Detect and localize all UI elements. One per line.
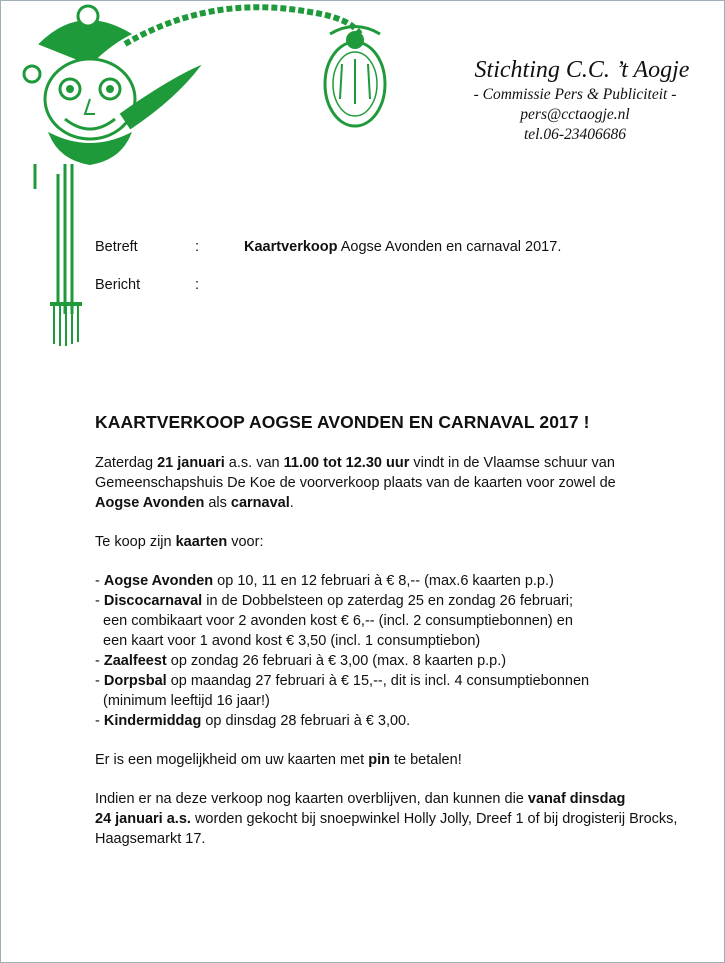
ticket-list bbox=[95, 571, 720, 731]
subject-rest: Aogse Avonden en carnaval 2017. bbox=[337, 239, 562, 255]
subject-label: Betreft bbox=[95, 239, 138, 255]
contact-phone: tel.06-23406686 bbox=[523, 126, 627, 143]
intro-text: Gemeenschapshuis De Koe de voorverkoop plaats van de kaarten voor zowel de bbox=[95, 475, 616, 491]
headline: KAARTVERKOOP AOGSE AVONDEN EN CARNAVAL 2017 ! bbox=[95, 412, 590, 432]
list-item-text: op dinsdag 28 februari à € 3,00. bbox=[201, 713, 411, 729]
list-item-text: op 10, 11 en 12 februari à € 8,-- (max.6 kaarten p.p.) bbox=[213, 573, 554, 589]
list-item-continuation: een combikaart voor 2 avonden kost € 6,-- (incl. 2 consumptiebonnen) en bbox=[103, 613, 573, 629]
list-bullet: - bbox=[95, 713, 104, 729]
list-item bbox=[95, 591, 720, 611]
after-sale-paragraph bbox=[95, 789, 720, 849]
list-item-title: Dorpsbal bbox=[103, 673, 167, 689]
list-item bbox=[95, 711, 720, 731]
list-item-title: Zaalfeest bbox=[103, 653, 167, 669]
list-item-text: op maandag 27 februari à € 15,--, dit is incl. 4 consumptiebonnen bbox=[166, 673, 590, 689]
subject-bold: Kaartverkoop bbox=[244, 239, 338, 255]
list-item-title: Aogse Avonden bbox=[103, 573, 214, 589]
after-sale-text: Haagsemarkt 17. bbox=[95, 831, 206, 847]
list-item bbox=[95, 651, 720, 671]
intro-text: . bbox=[289, 495, 294, 511]
list-bullet: - bbox=[95, 593, 104, 609]
after-sale-text: worden gekocht bij snoepwinkel Holly Jolly, Dreef 1 of bij drogisterij Brocks, bbox=[190, 811, 678, 827]
contact-email[interactable]: pers@cctaogje.nl bbox=[520, 106, 630, 123]
intro-event: Aogse Avonden bbox=[95, 495, 205, 511]
tickets-intro bbox=[95, 532, 720, 552]
list-item-text: op zondag 26 februari à € 3,00 (max. 8 kaarten p.p.) bbox=[166, 653, 507, 669]
tickets-intro-text: Te koop zijn bbox=[95, 534, 176, 550]
message-label: Bericht bbox=[95, 277, 141, 293]
organization-name: Stichting C.C. ’t Aogje bbox=[474, 57, 690, 83]
list-bullet: - bbox=[95, 673, 104, 689]
intro-date: 21 januari bbox=[157, 455, 225, 471]
after-sale-bold: 24 januari a.s. bbox=[95, 811, 191, 827]
list-item-continuation: (minimum leeftijd 16 jaar!) bbox=[103, 693, 270, 709]
subject-value bbox=[244, 239, 561, 255]
list-item-text: in de Dobbelsteen op zaterdag 25 en zondag 26 februari; bbox=[202, 593, 574, 609]
list-item bbox=[95, 571, 720, 591]
list-bullet: - bbox=[95, 573, 104, 589]
intro-text: a.s. van bbox=[224, 455, 284, 471]
intro-time: 11.00 tot 12.30 uur bbox=[283, 455, 410, 471]
payment-bold: pin bbox=[368, 752, 390, 768]
list-item-continuation: een kaart voor 1 avond kost € 3,50 (incl. 1 consumptiebon) bbox=[103, 633, 481, 649]
committee-line: - Commissie Pers & Publiciteit - bbox=[473, 86, 677, 103]
list-item bbox=[95, 671, 720, 691]
tickets-intro-text: voor: bbox=[227, 534, 264, 550]
list-item-title: Discocarnaval bbox=[103, 593, 203, 609]
payment-text: Er is een mogelijkheid om uw kaarten met bbox=[95, 752, 369, 768]
payment-paragraph bbox=[95, 750, 720, 770]
intro-paragraph bbox=[95, 453, 720, 513]
payment-text: te betalen! bbox=[389, 752, 462, 768]
intro-text: als bbox=[204, 495, 231, 511]
after-sale-line bbox=[95, 811, 677, 827]
after-sale-text: Indien er na deze verkoop nog kaarten overblijven, dan kunnen die bbox=[95, 791, 528, 807]
after-sale-bold: vanaf dinsdag bbox=[527, 791, 626, 807]
intro-text: Zaterdag bbox=[95, 455, 158, 471]
jester-logo-icon bbox=[10, 4, 430, 349]
list-bullet: - bbox=[95, 653, 104, 669]
organization-header bbox=[440, 55, 710, 145]
message-colon: : bbox=[195, 277, 200, 293]
tickets-intro-bold: kaarten bbox=[175, 534, 228, 550]
intro-text: vindt in de Vlaamse schuur van bbox=[409, 455, 615, 471]
intro-event: carnaval bbox=[230, 495, 290, 511]
list-item-title: Kindermiddag bbox=[103, 713, 202, 729]
subject-colon: : bbox=[195, 239, 200, 255]
letter-body bbox=[95, 410, 720, 868]
